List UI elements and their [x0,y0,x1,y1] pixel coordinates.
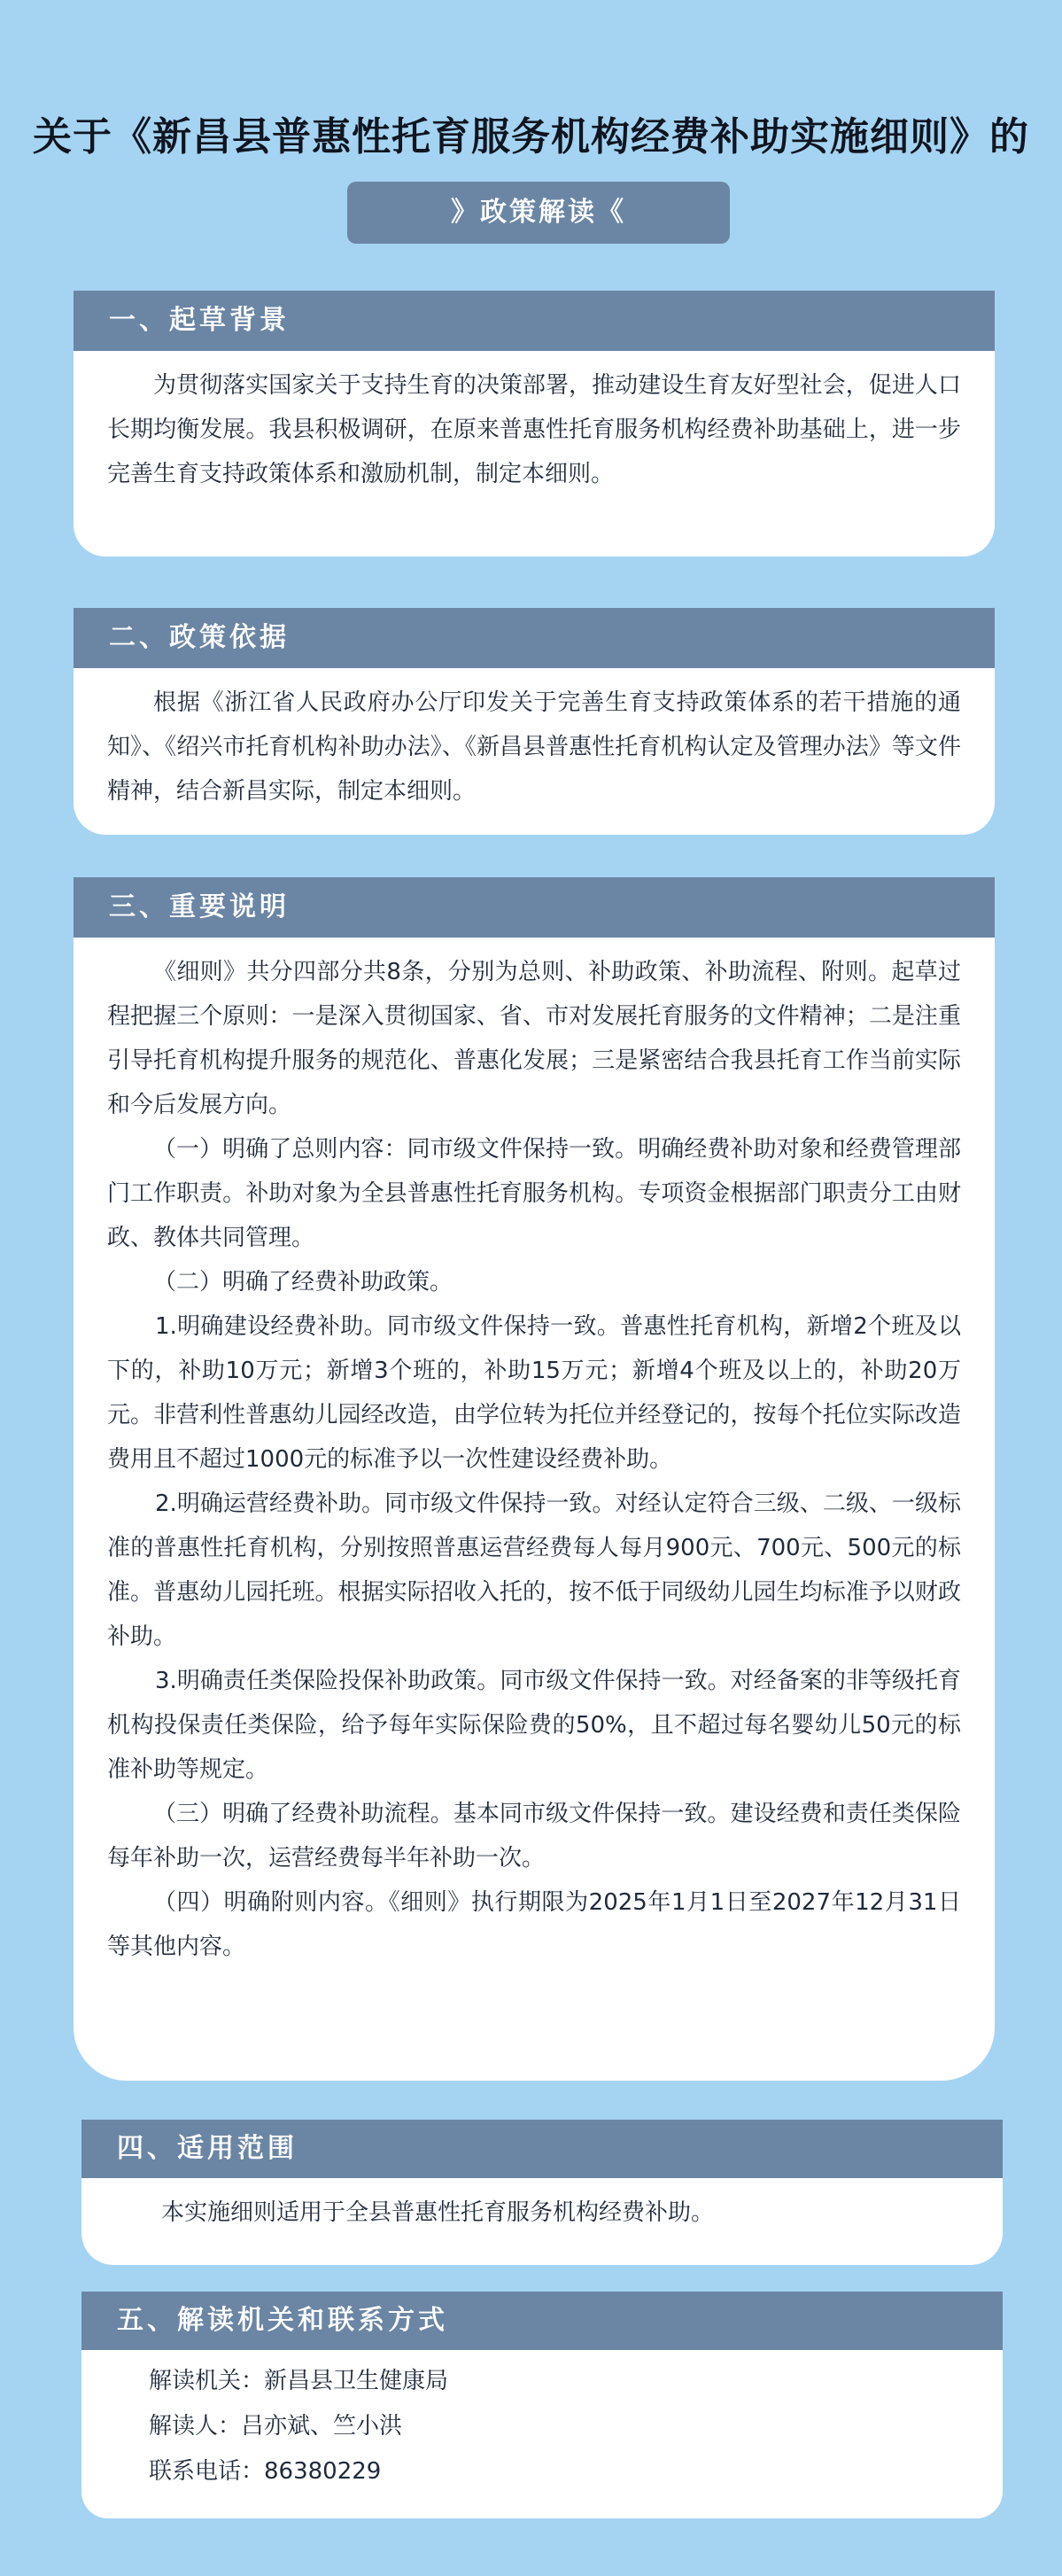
section-body [74,668,995,813]
contact-agency: 解读机关：新昌县卫生健康局 [149,2368,449,2394]
section-policy-basis [74,608,995,835]
section-body [81,2350,1003,2494]
section-heading: 三、重要说明 [74,877,995,938]
paragraph: （二）明确了经费补助政策。 [153,1269,453,1296]
section-heading: 二、政策依据 [74,608,995,668]
paragraph: 1.明确建设经费补助。同市级文件保持一致。普惠性托育机构，新增2个班及以下的，补助10万元；新增3个班的，补助15万元；新增4个班及以上的，补助20万元。非营利性普惠幼儿园经改造，由学位转为托位并经登记的，按每个托位实际改造费用且不超过1000元的标准予以一次性建设经费补助。 [107,1313,961,1473]
paragraph: 根据《浙江省人民政府办公厅印发关于完善生育支持政策体系的若干措施的通知》、《绍兴市托育机构补助办法》、《新昌县普惠性托育机构认定及管理办法》等文件精神，结合新昌实际，制定本细则。 [107,689,961,805]
section-body [81,2178,1003,2235]
paragraph: （三）明确了经费补助流程。基本同市级文件保持一致。建设经费和责任类保险每年补助一次，运营经费每半年补助一次。 [107,1801,961,1872]
section-drafting-background [74,291,995,556]
section-body [74,351,995,496]
contact-phone: 联系电话：86380229 [149,2458,382,2485]
section-contact [81,2292,1003,2518]
page-title: 关于《新昌县普惠性托育服务机构经费补助实施细则》的 [33,114,1029,160]
paragraph: 本实施细则适用于全县普惠性托育服务机构经费补助。 [161,2199,715,2226]
paragraph: （四）明确附则内容。《细则》执行期限为2025年1月1日至2027年12月31日等其他内容。 [107,1889,961,1960]
paragraph: 《细则》共分四部分共8条，分别为总则、补助政策、补助流程、附则。起草过程把握三个原则：一是深入贯彻国家、省、市对发展托育服务的文件精神；二是注重引导托育机构提升服务的规范化、普惠化发展；三是紧密结合我县托育工作当前实际和今后发展方向。 [107,959,961,1118]
section-scope [81,2120,1003,2265]
section-heading: 四、适用范围 [81,2120,1003,2178]
paragraph: 2.明确运营经费补助。同市级文件保持一致。对经认定符合三级、二级、一级标准的普惠性托育机构，分别按照普惠运营经费每人每月900元、700元、500元的标准。普惠幼儿园托班。根据实际招收入托的，按不低于同级幼儿园生均标准予以财政补助。 [107,1490,961,1650]
contact-person: 解读人：吕亦斌、竺小洪 [149,2413,403,2440]
section-body [74,938,995,1969]
paragraph: 为贯彻落实国家关于支持生育的决策部署，推动建设生育友好型社会，促进人口长期均衡发展。我县积极调研，在原来普惠性托育服务机构经费补助基础上，进一步完善生育支持政策体系和激励机制，制定本细则。 [107,372,961,487]
section-heading: 一、起草背景 [74,291,995,351]
paragraph: （一）明确了总则内容：同市级文件保持一致。明确经费补助对象和经费管理部门工作职责。补助对象为全县普惠性托育服务机构。专项资金根据部门职责分工由财政、教体共同管理。 [107,1136,961,1251]
section-heading: 五、解读机关和联系方式 [81,2292,1003,2350]
paragraph: 3.明确责任类保险投保补助政策。同市级文件保持一致。对经备案的非等级托育机构投保责任类保险，给予每年实际保险费的50%，且不超过每名婴幼儿50元的标准补助等规定。 [107,1668,961,1783]
subtitle-banner: 》政策解读《 [347,182,730,244]
section-important-notes [74,877,995,2081]
